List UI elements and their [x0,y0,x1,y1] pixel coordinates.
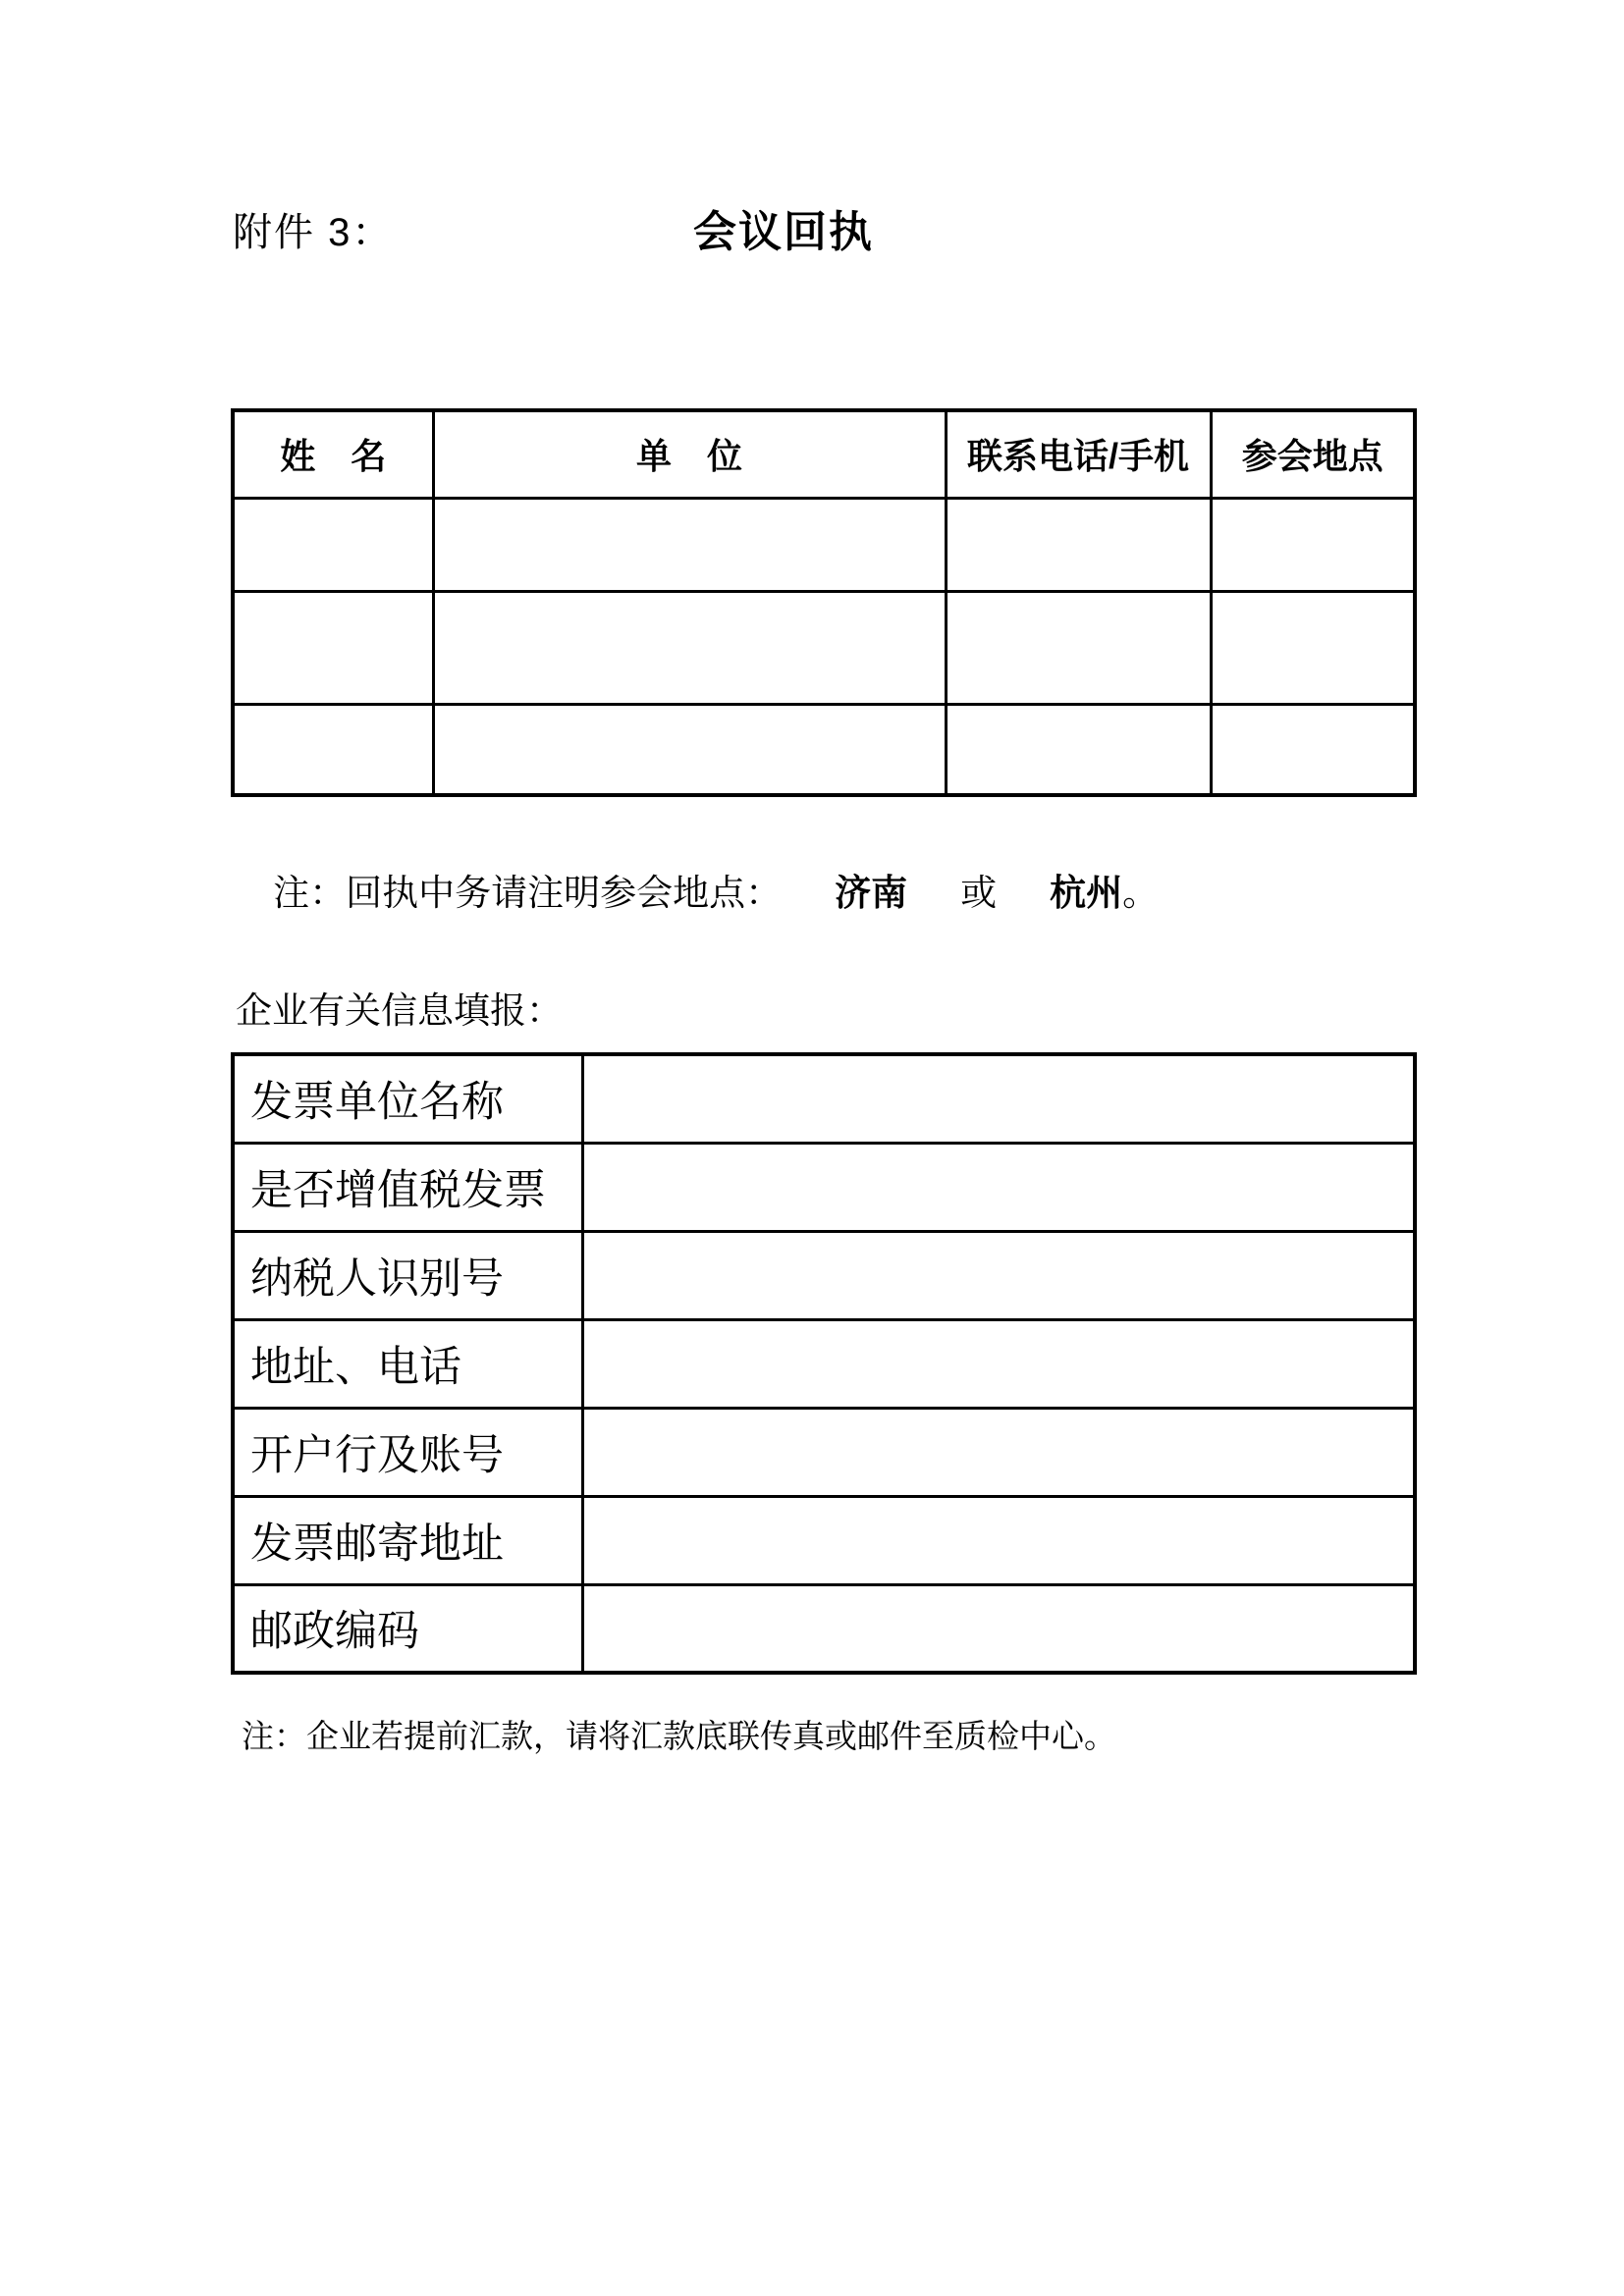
registration-row [233,498,1415,591]
company-info-value-cell [582,1584,1415,1673]
company-info-row [233,1496,1415,1584]
page-title: 会议回执 [693,208,874,256]
company-info-row [233,1319,1415,1408]
registration-row [233,591,1415,704]
registration-cell-organization [433,591,946,704]
registration-cell-location [1211,498,1415,591]
note1-location-jinan: 济南 [835,873,908,913]
registration-header-row [233,410,1415,498]
registration-cell-organization [433,498,946,591]
note1-location-hangzhou: 杭州 [1050,873,1123,913]
company-info-label-invoice-unit: 发票单位名称 [233,1054,582,1143]
company-info-label-postal-code: 邮政编码 [233,1584,582,1673]
company-info-value-cell [582,1408,1415,1496]
registration-cell-location [1211,704,1415,795]
company-info-row [233,1054,1415,1143]
col-header-phone: 联系电话/手机 [946,410,1211,498]
company-info-value-cell [582,1319,1415,1408]
company-info-value-cell [582,1231,1415,1319]
company-info-label-vat-invoice: 是否增值税发票 [233,1143,582,1231]
company-info-row [233,1584,1415,1673]
registration-cell-organization [433,704,946,795]
company-info-row [233,1231,1415,1319]
company-info-label-address-phone: 地址、电话 [233,1319,582,1408]
note-remittance: 注：企业若提前汇款，请将汇款底联传真或邮件至质检中心。 [242,1718,1116,1754]
company-info-section-title: 企业有关信息填报： [236,990,563,1031]
company-info-value-cell [582,1054,1415,1143]
note1-suffix: 。 [1122,873,1160,913]
attachment-label: 附件 3： [233,211,394,254]
registration-table [231,408,1417,797]
registration-cell-phone [946,591,1211,704]
registration-cell-location [1211,591,1415,704]
company-info-row [233,1408,1415,1496]
company-info-value-cell [582,1496,1415,1584]
company-info-table [231,1052,1417,1675]
note1-prefix: 注：回执中务请注明参会地点： [273,873,783,913]
note1-conjunction: 或 [960,873,998,913]
col-header-organization: 单 位 [433,410,946,498]
company-info-row [233,1143,1415,1231]
col-header-location: 参会地点 [1211,410,1415,498]
company-info-label-taxpayer-id: 纳税人识别号 [233,1231,582,1319]
registration-cell-name [233,498,433,591]
note-participation-location [233,824,1159,962]
registration-cell-name [233,591,433,704]
company-info-label-mailing-address: 发票邮寄地址 [233,1496,582,1584]
company-info-value-cell [582,1143,1415,1231]
company-info-label-bank-account: 开户行及账号 [233,1408,582,1496]
registration-row [233,704,1415,795]
registration-cell-phone [946,498,1211,591]
col-header-name: 姓 名 [233,410,433,498]
registration-cell-phone [946,704,1211,795]
registration-cell-name [233,704,433,795]
